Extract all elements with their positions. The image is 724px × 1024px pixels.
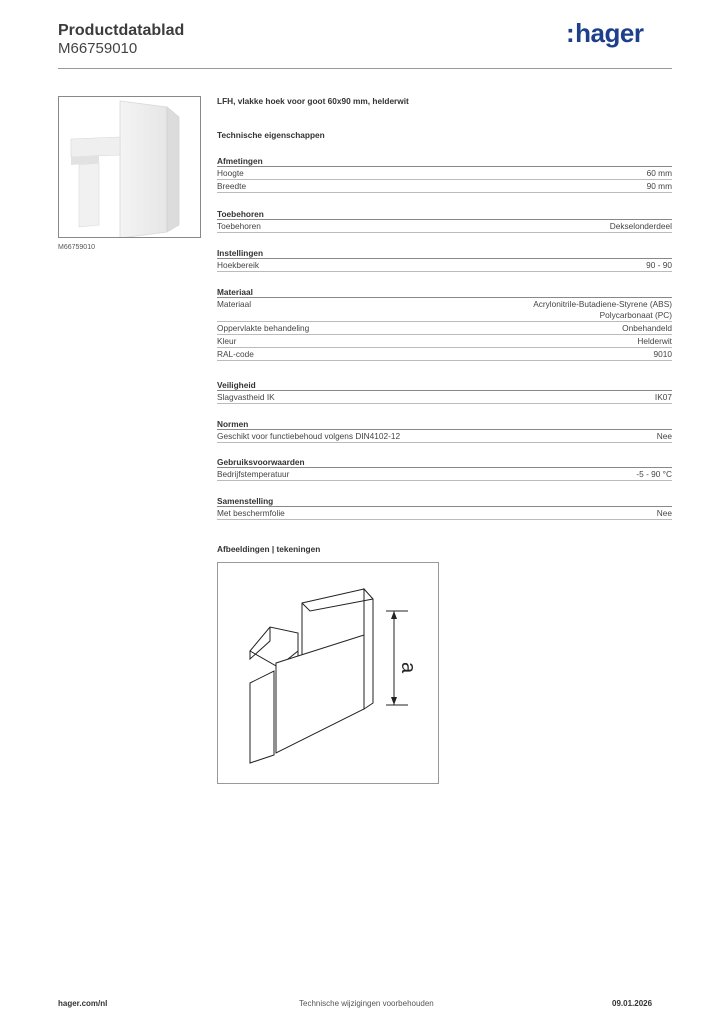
drawings-heading: Afbeeldingen | tekeningen bbox=[217, 544, 321, 554]
spec-label: Hoogte bbox=[217, 168, 244, 178]
technical-drawing bbox=[217, 562, 439, 784]
spec-label: Met beschermfolie bbox=[217, 508, 285, 518]
brand-logo bbox=[566, 18, 643, 49]
section-title: Materiaal bbox=[217, 286, 672, 298]
footer-disclaimer: Technische wijzigingen voorbehouden bbox=[299, 999, 434, 1008]
section-afmetingen bbox=[217, 155, 672, 193]
section-title: Toebehoren bbox=[217, 208, 672, 220]
spec-row bbox=[217, 507, 672, 520]
document-number: M66759010 bbox=[58, 40, 138, 57]
spec-label: Breedte bbox=[217, 181, 247, 191]
spec-value bbox=[533, 299, 672, 321]
logo-colon: : bbox=[566, 18, 575, 48]
spec-value-line: Acrylonitrile-Butadiene-Styrene (ABS) bbox=[533, 299, 672, 309]
spec-value: Nee bbox=[656, 508, 672, 518]
dimension-label: a bbox=[397, 662, 419, 674]
section-materiaal bbox=[217, 286, 672, 361]
section-instellingen bbox=[217, 247, 672, 272]
spec-row bbox=[217, 335, 672, 348]
spec-row bbox=[217, 259, 672, 272]
section-title: Afmetingen bbox=[217, 155, 672, 167]
spec-label: Bedrijfstemperatuur bbox=[217, 469, 290, 479]
section-title: Normen bbox=[217, 418, 672, 430]
section-normen bbox=[217, 418, 672, 443]
spec-value: Nee bbox=[656, 431, 672, 441]
section-gebruiksvoorwaarden bbox=[217, 456, 672, 481]
section-title: Instellingen bbox=[217, 247, 672, 259]
spec-value: Onbehandeld bbox=[622, 323, 672, 333]
spec-value: 60 mm bbox=[646, 168, 672, 178]
spec-row bbox=[217, 322, 672, 335]
spec-label: Slagvastheid IK bbox=[217, 392, 275, 402]
document-title: Productdatablad bbox=[58, 22, 185, 39]
header-rule bbox=[58, 68, 672, 69]
product-description: LFH, vlakke hoek voor goot 60x90 mm, helderwit bbox=[217, 96, 409, 106]
spec-label: Kleur bbox=[217, 336, 237, 346]
footer-date: 09.01.2026 bbox=[612, 999, 653, 1008]
spec-label: Hoekbereik bbox=[217, 260, 259, 270]
spec-row bbox=[217, 180, 672, 193]
product-photo bbox=[58, 96, 201, 238]
section-title: Gebruiksvoorwaarden bbox=[217, 456, 672, 468]
spec-value-line: Polycarbonaat (PC) bbox=[599, 310, 672, 320]
spec-row bbox=[217, 430, 672, 443]
spec-row bbox=[217, 167, 672, 180]
spec-value: 9010 bbox=[653, 349, 672, 359]
footer-website[interactable]: hager.com/nl bbox=[58, 999, 108, 1008]
photo-caption: M66759010 bbox=[58, 244, 95, 251]
brand-name: hager bbox=[575, 18, 644, 48]
spec-row bbox=[217, 391, 672, 404]
spec-label: Toebehoren bbox=[217, 221, 261, 231]
spec-label: RAL-code bbox=[217, 349, 254, 359]
spec-label: Materiaal bbox=[217, 299, 252, 309]
spec-row bbox=[217, 220, 672, 233]
section-toebehoren bbox=[217, 208, 672, 233]
section-title: Samenstelling bbox=[217, 495, 672, 507]
spec-value: Helderwit bbox=[637, 336, 672, 346]
spec-label: Geschikt voor functiebehoud volgens DIN4102-12 bbox=[217, 431, 401, 441]
spec-value: IK07 bbox=[654, 392, 672, 402]
spec-value: 90 - 90 bbox=[646, 260, 672, 270]
spec-value: -5 - 90 °C bbox=[636, 469, 672, 479]
spec-row bbox=[217, 468, 672, 481]
spec-value: Dekselonderdeel bbox=[609, 221, 672, 231]
spec-label: Oppervlakte behandeling bbox=[217, 323, 310, 333]
spec-row bbox=[217, 348, 672, 361]
section-title: Veiligheid bbox=[217, 379, 672, 391]
spec-value: 90 mm bbox=[646, 181, 672, 191]
tech-properties-heading: Technische eigenschappen bbox=[217, 130, 325, 140]
spec-row bbox=[217, 298, 672, 322]
section-samenstelling bbox=[217, 495, 672, 520]
section-veiligheid bbox=[217, 379, 672, 404]
